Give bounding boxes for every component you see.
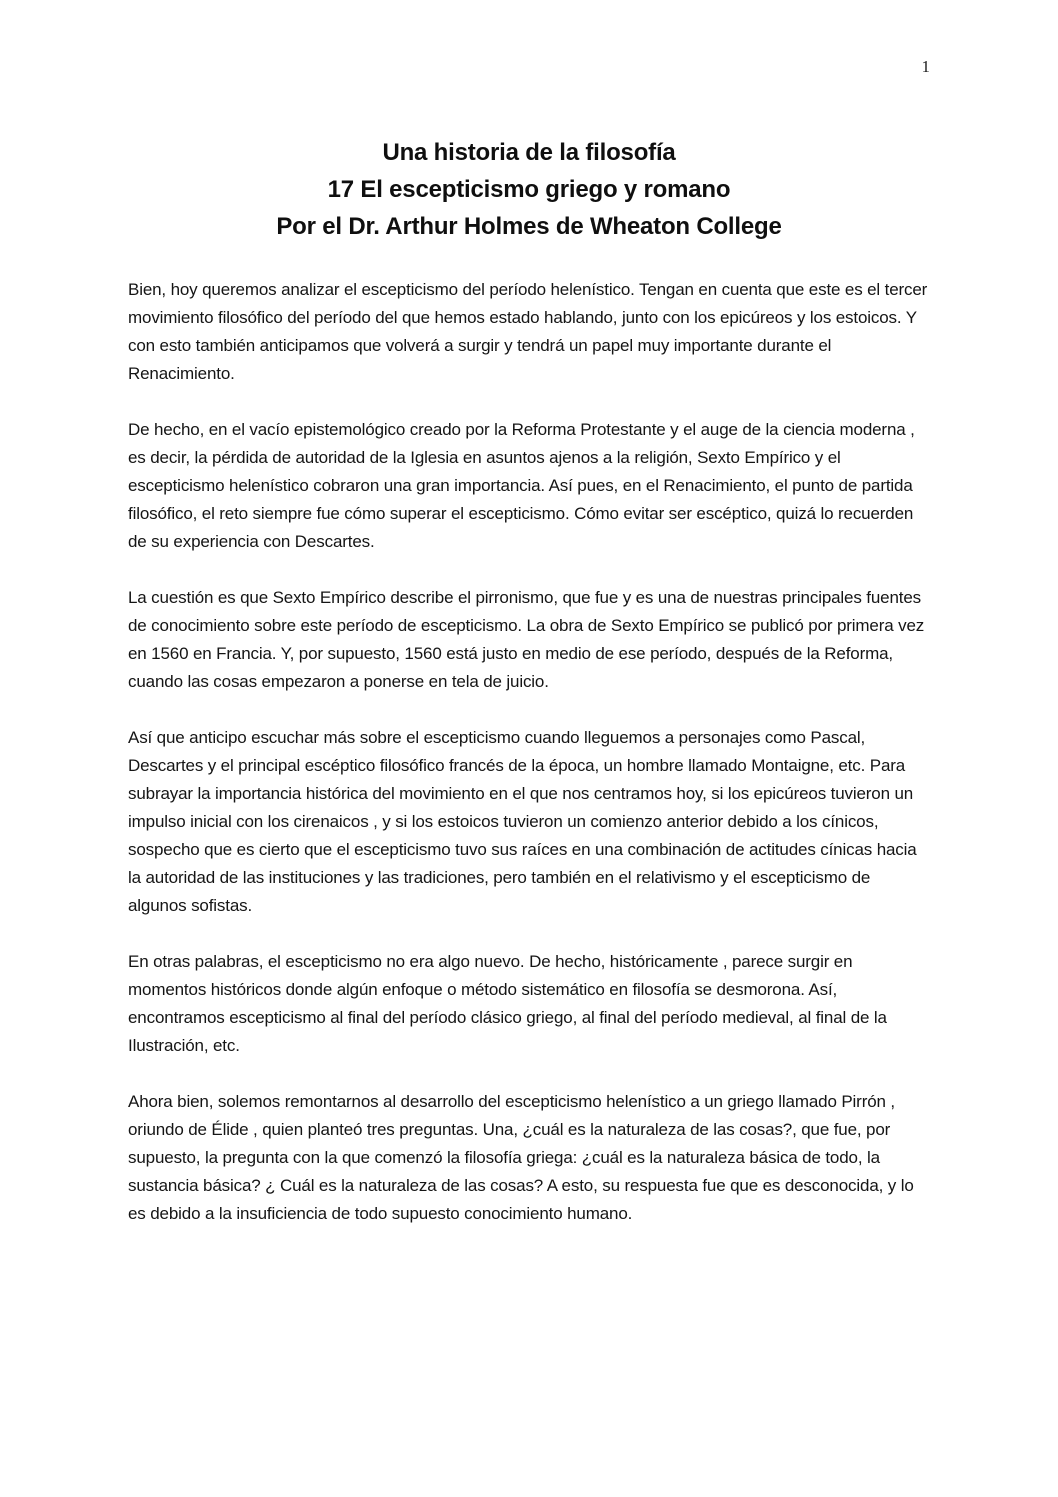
paragraph-reforma: De hecho, en el vacío epistemológico creado por la Reforma Protestante y el auge de la ciencia moderna , es decir, la pérdida de autoridad de la Iglesia en asuntos ajenos a la religión, Sexto Empírico y el escepticismo helenístico cobraron una gran importancia. Así pues, en el Renacimiento, el punto de partida filosófico, el reto siempre fue cómo superar el escepticismo. Cómo evitar ser escéptico, quizá lo recuerden de su experiencia con Descartes. [128, 420, 915, 551]
paragraph-nada-nuevo: En otras palabras, el escepticismo no era algo nuevo. De hecho, históricamente , parece surgir en momentos históricos donde algún enfoque o método sistemático en filosofía se desmorona. Así, encontramos escepticismo al final del período clásico griego, al final del período medieval, al final de la Ilustración, etc. [128, 952, 887, 1055]
title-line-chapter: 17 El escepticismo griego y romano [327, 176, 731, 203]
paragraph-sexto-empirico: La cuestión es que Sexto Empírico describe el pirronismo, que fue y es una de nuestras principales fuentes de conocimiento sobre este período de escepticismo. La obra de Sexto Empírico se publicó por primera vez en 1560 en Francia. Y, por supuesto, 1560 está justo en medio de ese período, después de la Reforma, cuando las cosas empezaron a ponerse en tela de juicio. [128, 588, 925, 691]
title-line-author: Por el Dr. Arthur Holmes de Wheaton College [276, 213, 782, 240]
page-number: 1 [921, 57, 930, 76]
title-line-series: Una historia de la filosofía [382, 139, 676, 166]
paragraph-pirron: Ahora bien, solemos remontarnos al desarrollo del escepticismo helenístico a un griego llamado Pirrón , oriundo de Élide , quien planteó tres preguntas. Una, ¿cuál es la naturaleza de las cosas?, que fue, por supuesto, la pregunta con la que comenzó la filosofía griega: ¿cuál es la naturaleza básica de todo, la sustancia básica? ¿ Cuál es la naturaleza de las cosas? A esto, su respuesta fue que es desconocida, y lo es debido a la insuficiencia de todo supuesto conocimiento humano. [128, 1092, 914, 1223]
paragraph-intro: Bien, hoy queremos analizar el escepticismo del período helenístico. Tengan en cuenta que este es el tercer movimiento filosófico del período del que hemos estado hablando, junto con los epicúreos y los estoicos. Y con esto también anticipamos que volverá a surgir y tendrá un papel muy importante durante el Renacimiento. [128, 280, 928, 383]
paragraph-personajes: Así que anticipo escuchar más sobre el escepticismo cuando lleguemos a personajes como Pascal, Descartes y el principal escéptico filosófico francés de la época, un hombre llamado Montaigne, etc. Para subrayar la importancia histórica del movimiento en el que nos centramos hoy, si los epicúreos tuvieron un impulso inicial con los cirenaicos , y si los estoicos tuvieron un comienzo anterior debido a los cínicos, sospecho que es cierto que el escepticismo tuvo sus raíces en una combinación de actitudes cínicas hacia la autoridad de las instituciones y las tradiciones, pero también en el relativismo y el escepticismo de algunos sofistas. [128, 728, 917, 915]
document-title [0, 0, 1058, 245]
document-body [128, 276, 930, 1228]
